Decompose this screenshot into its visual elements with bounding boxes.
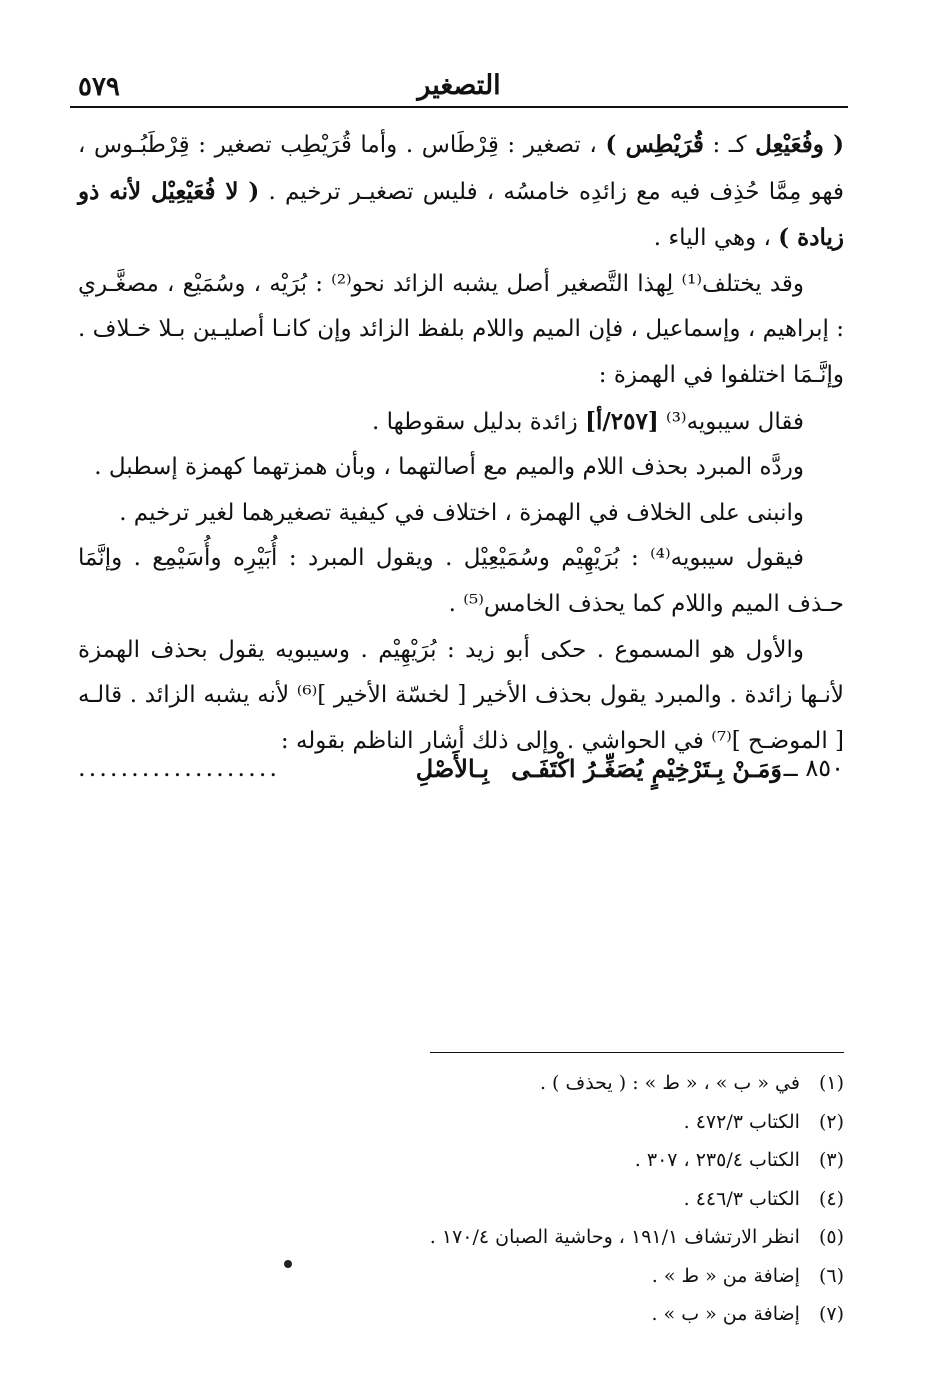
text-run: فقال سيبويه⁽³⁾ (658, 408, 804, 435)
page-header (70, 66, 848, 108)
paragraph-4: وردَّه المبرد بحذف اللام والميم مع أصالتهما ، وبأن همزتهما كهمزة إسطبل . (94, 454, 804, 481)
main-text (78, 122, 844, 764)
footnote (380, 1218, 844, 1257)
footnote-text: إضافة من « ط » . (651, 1264, 800, 1287)
bold-term: ( وفُعَيْعِل (755, 131, 845, 158)
text-run: ، وهي الياء . (653, 225, 779, 252)
footnote-number: (٤) (818, 1187, 844, 1210)
paragraph-3 (78, 399, 844, 446)
footnote-number: (٦) (818, 1264, 844, 1287)
footnote (380, 1141, 844, 1180)
verse-hemistich-1: وَمَـنْ بِـتَرْخِيْمٍ يُصَغِّـرُ اكْتَفَـى (511, 754, 782, 783)
poem-verse (78, 754, 844, 794)
footnote (380, 1064, 844, 1103)
footnote-text: إضافة من « ب » . (651, 1303, 800, 1325)
footnote (380, 1180, 844, 1219)
paragraph-6: فيقول سيبويه⁽⁴⁾ : بُرَيْهِيْم وسُمَيْعِيْل . ويقول المبرد : أُبَيْرِه وأُسَيْمِع . وإنَّمَا حـذف الميم واللام كما يحذف الخامس⁽⁵⁾ . (78, 545, 844, 617)
footnote-text: في « ب » ، « ط » : ( يحذف ) . (539, 1072, 800, 1094)
verse-number: ٨٥٠ ــ (783, 754, 844, 782)
paragraph-2: وقد يختلف⁽¹⁾ لِهذا التَّصغير أصل يشبه الزائد نحو⁽²⁾ : بُرَيْه ، وسُمَيْع ، مصغَّـري : إبراهيم ، وإسماعيل ، فإن الميم واللام بلفظ الزائد وإن كانـا أصليـين بـلا خـلاف . وإنَّـمَا اختلفوا في الهمزة : (78, 270, 844, 388)
bold-term: ( لا فُعَيْعِيْل لأنه ذو زيادة ) (78, 177, 844, 252)
footnote-text: الكتاب ٢٣٥/٤ ، ٣٠٧ . (634, 1149, 800, 1171)
text-run: ، تصغير : قِرْطَاس . وأما قُرَيْطِب تصغير : قِرْطَبُـوس ، فهو مِمَّا حُذِف فيه مع زائدِه خامسُه ، فليس تصغيـر ترخيم . (78, 132, 845, 205)
footnote-text: الكتاب ٤٧٢/٣ . (683, 1110, 800, 1133)
footnote-number: (٣) (818, 1149, 844, 1171)
text-run: زائدة بدليل سقوطها . (371, 408, 586, 435)
text-run: كـ : (703, 132, 756, 158)
verse-ellipsis: ................... (78, 754, 280, 782)
footnote-number: (٧) (818, 1303, 844, 1325)
footnotes (380, 1064, 844, 1334)
ink-dot (284, 1260, 292, 1268)
running-title: التصغير (417, 70, 501, 101)
footnote-number: (٥) (818, 1226, 844, 1248)
paragraph-7: والأول هو المسموع . حكى أبو زيد : بُرَيْهِيْم . وسيبويه يقول بحذف الهمزة لأنـها زائدة . والمبرد يقول بحذف الأخير [ لخسّة الأخير ]⁽⁶⁾ لأنه يشبه الزائد . قالـه [ الموضـح ]⁽⁷⁾ في الحواشي . وإلى ذلك أشار الناظم بقوله : (78, 636, 844, 754)
footnote (380, 1257, 844, 1296)
footnote-number: (٢) (818, 1110, 844, 1133)
bold-term: قُرَيْطِس ) (605, 131, 704, 158)
verse-hemistich-2: بِـالأَصْلِ (415, 754, 489, 783)
paragraph-5: وانبنى على الخلاف في الهمزة ، اختلاف في كيفية تصغيرهما لغير ترخيم . (119, 499, 804, 526)
footnote (380, 1103, 844, 1142)
footnote-number: (١) (818, 1072, 844, 1094)
manuscript-ref: [٢٥٧/أ] (585, 407, 659, 435)
footnote-text: انظر الارتشاف ١٩١/١ ، وحاشية الصبان ١٧٠/٤ . (429, 1226, 800, 1248)
page-number: ٥٧٩ (78, 72, 120, 102)
footnote-separator (430, 1052, 844, 1053)
footnote-text: الكتاب ٤٤٦/٣ . (683, 1187, 800, 1210)
footnote (380, 1295, 844, 1334)
paragraph-1 (78, 122, 844, 262)
